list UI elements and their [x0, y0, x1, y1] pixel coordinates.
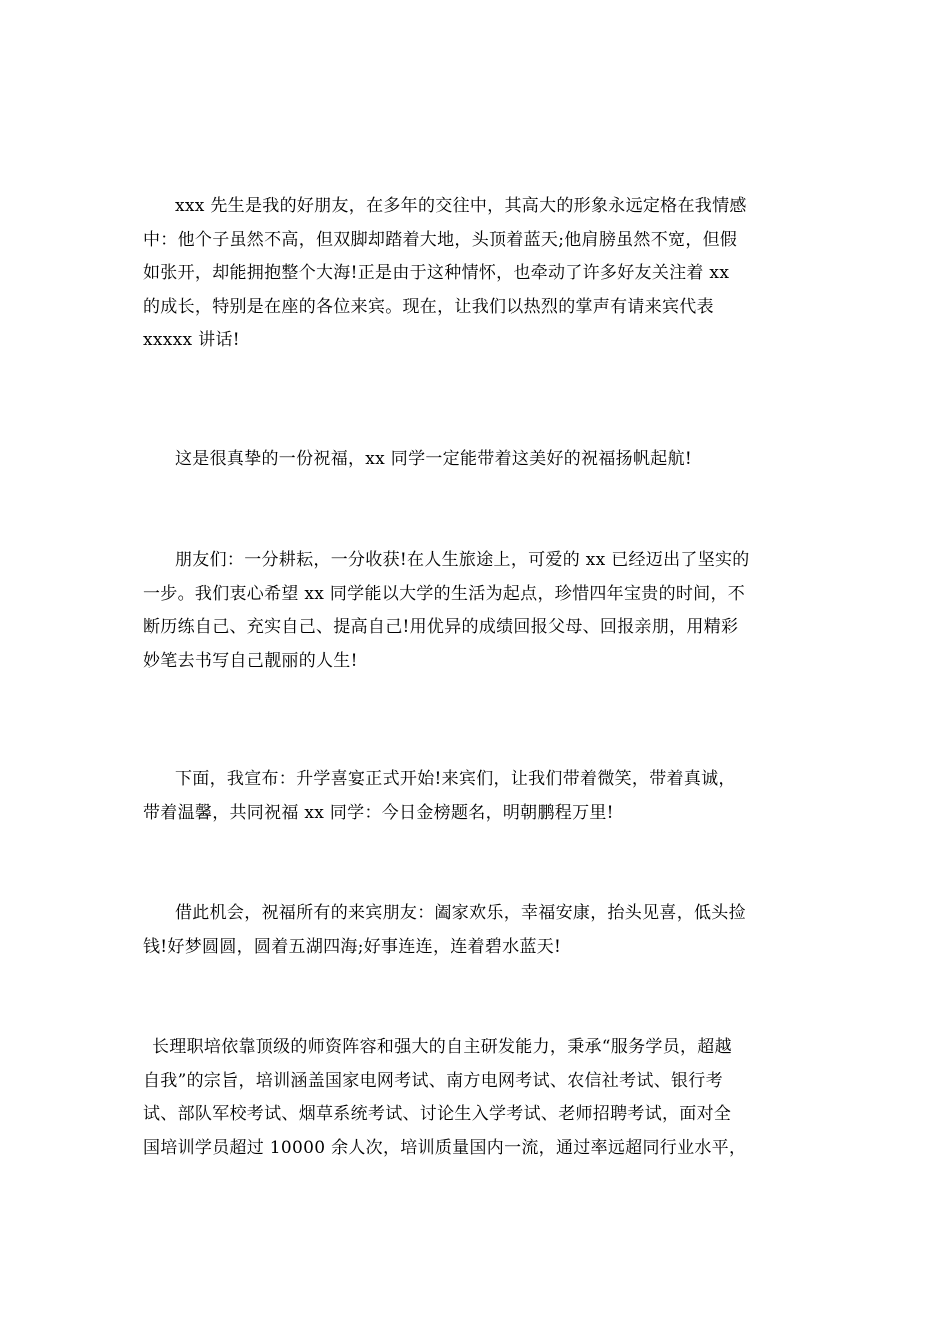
paragraph-line: 下面，我宣布：升学喜宴正式开始!来宾们，让我们带着微笑，带着真诚，: [175, 769, 736, 789]
paragraph-guest-blessings: [143, 897, 809, 964]
paragraph-line: 试、部队军校考试、烟草系统考试、讨论生入学考试、老师招聘考试，面对全: [143, 1104, 732, 1125]
paragraph-line: 的成长，特别是在座的各位来宾。现在，让我们以热烈的掌声有请来宾代表: [143, 296, 714, 317]
paragraph-line: 中：他个子虽然不高，但双脚却踏着大地，头顶着蓝天;他肩膀虽然不宽，但假: [143, 229, 738, 250]
paragraph-line: 如张开，却能拥抱整个大海!正是由于这种情怀，也牵动了许多好友关注着 xx: [143, 263, 730, 284]
paragraph-line: 这是很真挚的一份祝福，xx 同学一定能带着这美好的祝福扬帆起航!: [175, 449, 693, 469]
paragraph-blessing-response: [143, 443, 809, 477]
paragraph-training-advertisement: [143, 1031, 809, 1165]
paragraph-line: xxxxx 讲话!: [143, 330, 240, 351]
paragraph-line: 妙笔去书写自己靓丽的人生!: [143, 650, 358, 671]
paragraph-line: 长理职培依靠顶级的师资阵容和强大的自主研发能力，秉承“服务学员，超越: [152, 1037, 732, 1057]
paragraph-banquet-announcement: [143, 763, 809, 830]
paragraph-line: xxx 先生是我的好朋友，在多年的交往中，其高大的形象永远定格在我情感: [175, 196, 747, 216]
paragraph-line: 自我”的宗旨，培训涵盖国家电网考试、南方电网考试、农信社考试、银行考: [143, 1070, 723, 1091]
paragraph-line: 一步。我们衷心希望 xx 同学能以大学的生活为起点，珍惜四年宝贵的时间，不: [143, 583, 746, 604]
paragraph-line: 朋友们：一分耕耘，一分收获!在人生旅途上，可爱的 xx 已经迈出了坚实的: [175, 550, 750, 570]
paragraph-guest-introduction: [143, 190, 809, 358]
paragraph-line: 国培训学员超过 10000 余人次，培训质量国内一流，通过率远超同行业水平，: [143, 1137, 747, 1158]
paragraph-line: 断历练自己、充实自己、提高自己!用优异的成绩回报父母、回报亲朋，用精彩: [143, 617, 739, 638]
paragraph-line: 带着温馨，共同祝福 xx 同学：今日金榜题名，明朝鹏程万里!: [143, 802, 614, 823]
paragraph-friends-address: [143, 544, 809, 678]
paragraph-line: 钱!好梦圆圆，圆着五湖四海;好事连连，连着碧水蓝天!: [143, 936, 562, 957]
paragraph-line: 借此机会，祝福所有的来宾朋友：阖家欢乐，幸福安康，抬头见喜，低头捡: [175, 903, 746, 923]
